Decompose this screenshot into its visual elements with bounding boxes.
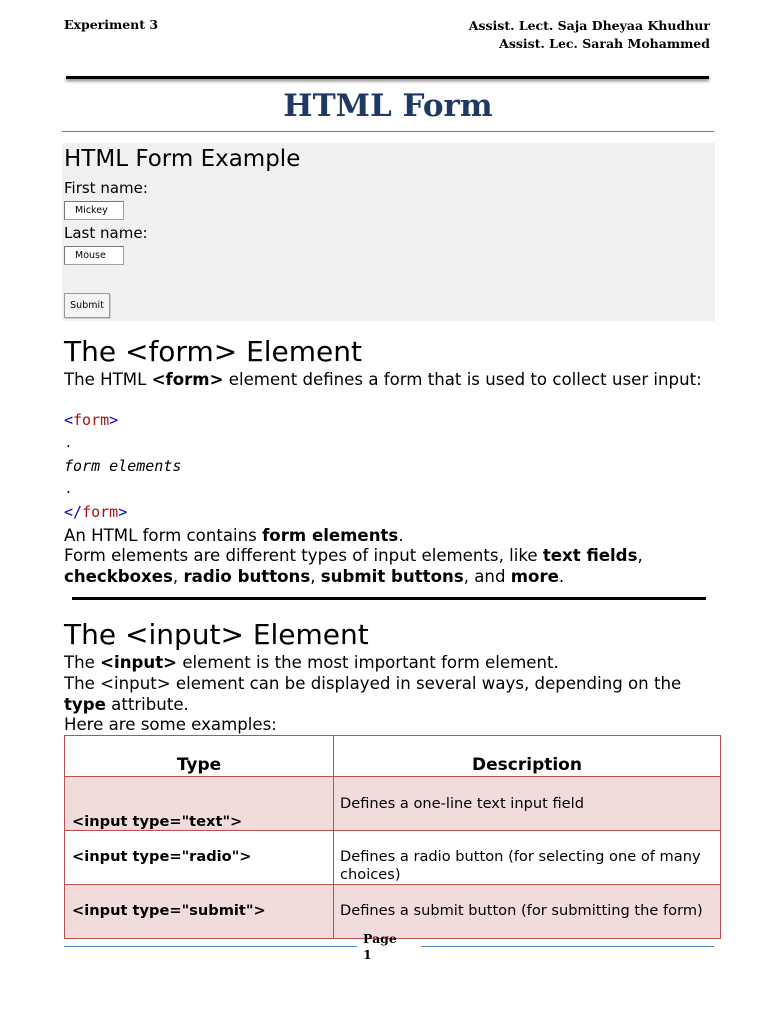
header-authors	[469, 17, 710, 53]
table-header-row	[65, 736, 721, 777]
contains-bold: form elements	[262, 526, 399, 545]
intro-text-rest: element defines a form that is used to collect user input:	[223, 370, 702, 389]
form-contains-text	[64, 526, 724, 547]
first-name-input[interactable]: Mickey	[64, 201, 124, 220]
cell-type	[65, 885, 334, 939]
code-dot-1: .	[66, 433, 71, 451]
types-text-fields: text fields	[542, 546, 638, 565]
code-lt-slash: </	[64, 503, 83, 521]
input-line-2-rest: attribute.	[105, 694, 189, 714]
types-sep: ,	[172, 566, 184, 586]
form-example-box	[62, 143, 715, 321]
footer-line-right	[421, 946, 714, 947]
types-more: more	[510, 566, 559, 586]
cell-type	[65, 777, 334, 831]
types-submit-buttons: submit buttons	[320, 566, 464, 586]
types-text: Form elements are different types of input elements, like	[64, 546, 543, 565]
types-radio-buttons: radio buttons	[183, 566, 311, 586]
title-underline	[62, 131, 714, 132]
input-line-3: Here are some examples:	[64, 715, 277, 734]
type-bold: type	[64, 694, 106, 714]
input-line-1-rest: element is the most important form element.	[177, 653, 559, 672]
form-element-heading: The <form> Element	[64, 335, 363, 368]
input-tag-bold: <input>	[100, 653, 178, 672]
code-form-close	[64, 503, 127, 521]
last-name-input[interactable]: Mouse	[64, 246, 124, 265]
header-author-2: Assist. Lec. Sarah Mohammed	[499, 36, 710, 51]
input-element-heading: The <input> Element	[64, 618, 369, 651]
page-num: 1	[363, 947, 372, 962]
input-line-2	[64, 674, 724, 715]
type-radio: <input type="radio">	[72, 848, 252, 865]
type-text: <input type="text">	[72, 813, 243, 830]
types-checkboxes: checkboxes	[64, 566, 173, 586]
footer-line-left	[64, 946, 357, 947]
desc-text: Defines a one-line text input field	[340, 795, 584, 812]
cell-type	[65, 831, 334, 885]
input-line-1	[64, 653, 724, 674]
type-submit: <input type="submit">	[72, 902, 266, 919]
code-gt-close: >	[118, 503, 128, 521]
code-tag-name-close: form	[82, 503, 119, 521]
input-line-1-text: The	[64, 653, 101, 672]
example-heading: HTML Form Example	[64, 146, 301, 172]
cell-description	[334, 777, 721, 831]
types-sep: ,	[637, 546, 643, 565]
cell-description	[334, 831, 721, 885]
page-word: Page	[363, 931, 397, 946]
form-element-types	[64, 546, 724, 587]
header-description: Description	[334, 736, 721, 777]
code-tag-name: form	[73, 411, 110, 429]
types-sep: , and	[463, 566, 511, 586]
desc-radio: Defines a radio button (for selecting one of many choices)	[340, 848, 701, 883]
first-name-label: First name:	[64, 179, 148, 197]
code-lt: <	[64, 411, 74, 429]
contains-end: .	[398, 526, 404, 545]
page-title: HTML Form	[283, 88, 493, 124]
last-name-label: Last name:	[64, 224, 148, 242]
form-element-intro	[64, 370, 724, 391]
table-row	[65, 831, 721, 885]
input-line-2-text: The <input> element can be displayed in several ways, depending on the	[64, 674, 682, 693]
header-type: Type	[65, 736, 334, 777]
input-types-table	[64, 735, 721, 939]
page-number	[363, 931, 413, 963]
code-form-open	[64, 411, 118, 429]
section-divider	[72, 597, 706, 600]
code-gt: >	[109, 411, 119, 429]
desc-submit: Defines a submit button (for submitting the form)	[340, 902, 703, 919]
intro-text: The HTML	[64, 370, 152, 389]
submit-button[interactable]: Submit	[64, 293, 110, 318]
header-author-1: Assist. Lect. Saja Dheyaa Khudhur	[468, 18, 710, 33]
contains-text: An HTML form contains	[64, 526, 263, 545]
table-row	[65, 777, 721, 831]
code-dot-2: .	[66, 479, 71, 497]
types-sep: ,	[310, 566, 321, 586]
header-experiment: Experiment 3	[64, 17, 159, 32]
header-rule	[66, 76, 709, 79]
types-end: .	[558, 566, 565, 586]
intro-form-tag: <form>	[151, 370, 224, 389]
code-form-elements: form elements	[64, 457, 182, 475]
